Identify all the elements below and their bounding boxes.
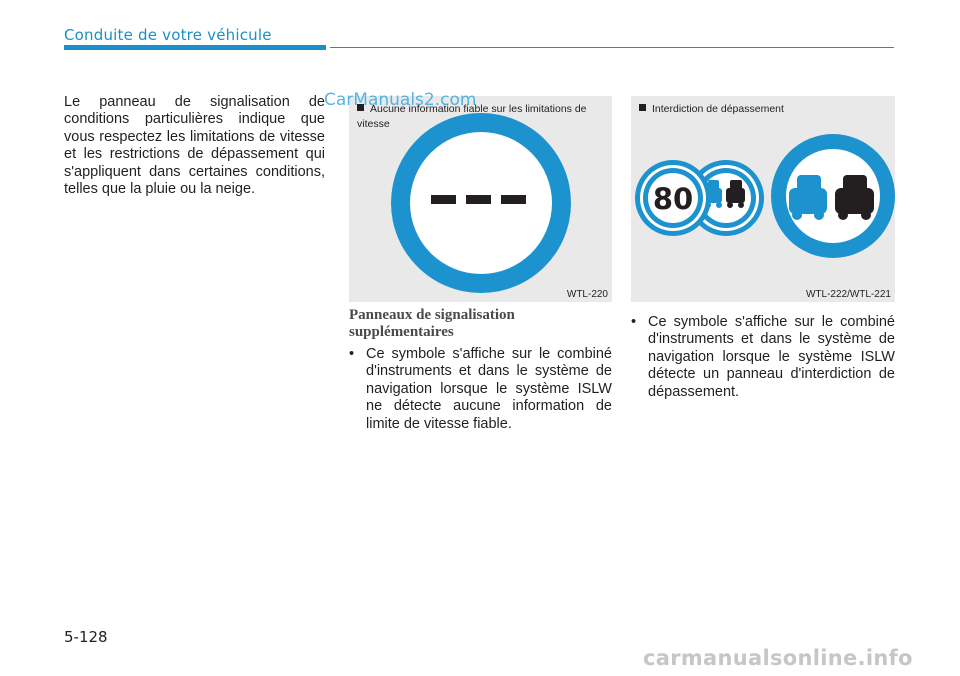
no-overtaking-large-sign-icon — [771, 134, 895, 258]
figure-caption: Aucune information fiable sur les limitations de vitesse — [357, 103, 587, 130]
bullet-text: Ce symbole s'affiche sur le combiné d'instruments et dans le système de navigation lorsque le système ISLW ne détecte aucune information de limite de vitesse fiable. — [366, 346, 612, 432]
footer-site-link[interactable]: carmanualsonline.info — [643, 646, 913, 670]
bullet-dot: • — [349, 346, 355, 362]
speed-limit-80-sign-icon — [635, 160, 711, 236]
intro-paragraph: Le panneau de signalisation de conditions particulières indique que vous respectez les limitations de vitesse et les restrictions de dépassement qui s'appliquent dans certaines conditions, telles que la pluie ou la neige. — [64, 94, 325, 198]
no-overtaking-signs-icon — [631, 96, 895, 302]
figure-caption: Interdiction de dépassement — [639, 102, 784, 117]
speed-limit-value: 80 — [652, 182, 694, 216]
section-title: Conduite de votre véhicule — [64, 26, 272, 44]
header-accent-bar — [64, 45, 326, 50]
figure-code: WTL-222/WTL-221 — [805, 289, 891, 300]
bullet-item — [349, 346, 612, 433]
section-heading: Panneaux de signalisation supplémentaires — [349, 307, 515, 340]
bullet-item — [631, 314, 895, 401]
watermark: CarManuals2.com — [324, 90, 477, 110]
page-number: 5-128 — [64, 628, 108, 646]
header-rule — [330, 47, 894, 48]
figure-code: WTL-220 — [566, 289, 608, 300]
bullet-dot: • — [631, 314, 637, 330]
bullet-text: Ce symbole s'affiche sur le combiné d'instruments et dans le système de navigation lorsque le système ISLW détecte un panneau d'interdiction de dépassement. — [648, 314, 895, 400]
figure-no-overtaking — [631, 96, 895, 302]
square-bullet-icon — [639, 104, 646, 111]
figure-no-speed-info — [349, 96, 612, 302]
